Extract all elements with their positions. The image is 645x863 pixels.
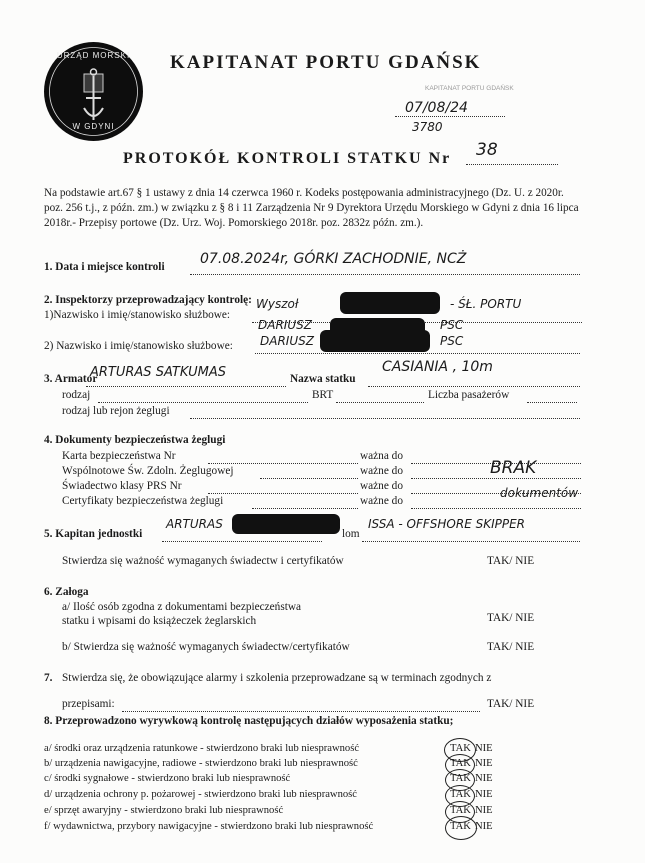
eu-certificate-label: Wspólnotowe Św. Zdoln. Żeglugowej bbox=[62, 465, 234, 477]
inspector-2-name-hw: DARIUSZ bbox=[260, 334, 314, 348]
vessel-name-hw: CASIANIA , 10m bbox=[382, 359, 493, 375]
equipment-yes: TAK bbox=[450, 789, 471, 800]
office-title: KAPITANAT PORTU GDAŃSK bbox=[170, 52, 482, 73]
captain-certs-yes-no: TAK/ NIE bbox=[487, 555, 535, 567]
equipment-item: b/ urządzenia nawigacyjne, radiowe - stwierdzono braki lub niesprawność bbox=[44, 758, 358, 769]
equipment-yes: TAK bbox=[450, 773, 471, 784]
protocol-title bbox=[123, 150, 451, 168]
stamp-number: 3780 bbox=[412, 120, 443, 134]
drills-check-line1: Stwierdza się, że obowiązujące alarmy i szkolenia przeprowadzane są w terminach zgodnych z bbox=[62, 672, 492, 684]
owner-label: 3. Armator bbox=[44, 373, 98, 385]
safety-certificates-label: Certyfikaty bezpieczeństwa żeglugi bbox=[62, 495, 224, 507]
valid-until-label: ważne do bbox=[360, 480, 403, 492]
equipment-item: c/ środki sygnałowe - stwierdzono braki lub niesprawność bbox=[44, 773, 291, 784]
captain-name-hw: ARTURAS bbox=[166, 517, 223, 531]
section-7-number: 7. bbox=[44, 672, 53, 684]
office-seal-logo bbox=[44, 42, 143, 141]
crew-count-line1: a/ Ilość osób zgodna z dokumentami bezpieczeństwa bbox=[62, 601, 302, 613]
equipment-item: d/ urządzenia ochrony p. pożarowej - stwierdzono braki lub niesprawność bbox=[44, 789, 357, 800]
captain-certs-check: Stwierdza się ważność wymaganych świadectw i certyfikatów bbox=[62, 555, 344, 567]
equipment-no: NIE bbox=[475, 773, 493, 784]
protocol-number: 38 bbox=[476, 140, 498, 160]
redaction-bar bbox=[232, 514, 340, 534]
inspector-1-name-hw: Wyszoł bbox=[256, 297, 299, 311]
inspector-1-position-hw: - ŚŁ. PORTU bbox=[450, 297, 522, 311]
legal-basis-paragraph: Na podstawie art.67 § 1 ustawy z dnia 14 czerwca 1960 r. Kodeks postępowania administracyjnego (Dz. U. z 2020r. poz. 256 t.j., z późn. zm.) w związku z § 8 i 11 Zarządzenia Nr 9 Dyrektora Urzędu Morskiego w Gdyni z dnia 16 lipca 2018r.- Przepisy portowe (Dz. Urz. Woj. Pomorskiego 2018r. poz. 2832z późn. zm.). bbox=[44, 187, 579, 229]
inspector-2-label: 2) Nazwisko i imię/stanowisko służbowe: bbox=[44, 340, 233, 352]
equipment-no: NIE bbox=[475, 743, 493, 754]
passengers-label: Liczba pasażerów bbox=[428, 389, 510, 401]
equipment-yes: TAK bbox=[450, 805, 471, 816]
stamp-date: 07/08/24 bbox=[405, 100, 468, 116]
captain-label: 5. Kapitan jednostki bbox=[44, 528, 143, 540]
redaction-bar bbox=[340, 292, 440, 314]
section-8-label: 8. Przeprowadzono wyrywkową kontrolę następujących działów wyposażenia statku; bbox=[44, 715, 454, 727]
crew-certs-check: b/ Stwierdza się ważność wymaganych świadectw/certyfikatów bbox=[62, 641, 350, 653]
crew-certs-yes-no: TAK/ NIE bbox=[487, 641, 535, 653]
prs-class-label: Świadectwo klasy PRS Nr bbox=[62, 480, 182, 492]
section-4-label: 4. Dokumenty bezpieczeństwa żeglugi bbox=[44, 434, 226, 446]
equipment-no: NIE bbox=[475, 805, 493, 816]
seal-top-text: URZĄD MORSKI bbox=[56, 51, 131, 60]
crew-count-yes-no: TAK/ NIE bbox=[487, 612, 535, 624]
section-1-label: 1. Data i miejsce kontroli bbox=[44, 261, 165, 273]
equipment-yes: TAK bbox=[450, 743, 471, 754]
navigation-area-label: rodzaj lub rejon żeglugi bbox=[62, 405, 170, 417]
equipment-item: e/ sprzęt awaryjny - stwierdzono braki lub niesprawność bbox=[44, 805, 284, 816]
inspection-date-place: 07.08.2024r, GÓRKI ZACHODNIE, NCŻ bbox=[200, 251, 467, 267]
received-stamp-header: KAPITANAT PORTU GDAŃSK bbox=[425, 85, 514, 92]
drills-yes-no: TAK/ NIE bbox=[487, 698, 535, 710]
seal-bottom-text: W GDYNI bbox=[72, 122, 115, 131]
owner-name-hw: ARTURAS SATKUMAS bbox=[90, 365, 227, 380]
valid-until-label: ważna do bbox=[360, 450, 403, 462]
safety-card-label: Karta bezpieczeństwa Nr bbox=[62, 450, 176, 462]
equipment-yes: TAK bbox=[450, 758, 471, 769]
equipment-no: NIE bbox=[475, 758, 493, 769]
inspector-1b-position-hw: PSC bbox=[440, 318, 464, 332]
selected-answer-circle bbox=[445, 816, 477, 840]
equipment-yes: TAK bbox=[450, 821, 471, 832]
valid-until-label: ważne do bbox=[360, 495, 403, 507]
equipment-item: a/ środki oraz urządzenia ratunkowe - stwierdzono braki lub niesprawność bbox=[44, 743, 360, 754]
valid-until-label: ważne do bbox=[360, 465, 403, 477]
drills-check-line2: przepisami: bbox=[62, 698, 115, 710]
no-documents-hw: BRAK bbox=[490, 458, 537, 478]
equipment-item: f/ wydawnictwa, przybory nawigacyjne - stwierdzono braki lub niesprawność bbox=[44, 821, 374, 832]
equipment-no: NIE bbox=[475, 789, 493, 800]
vessel-name-label: Nazwa statku bbox=[290, 373, 356, 385]
license-label: lom bbox=[342, 528, 360, 540]
inspector-1b-name-hw: DARIUSZ bbox=[258, 318, 312, 332]
brt-label: BRT bbox=[312, 389, 334, 401]
redaction-bar bbox=[320, 330, 430, 352]
protocol-title-text: PROTOKÓŁ KONTROLI STATKU Nr bbox=[123, 150, 452, 167]
section-2-label: 2. Inspektorzy przeprowadzający kontrolę: bbox=[44, 294, 252, 306]
vessel-type-label: rodzaj bbox=[62, 389, 91, 401]
no-documents-hw-2: dokumentów bbox=[500, 486, 579, 500]
inspector-2-position-hw: PSC bbox=[440, 334, 464, 348]
crew-label: 6. Załoga bbox=[44, 586, 89, 598]
inspector-1-label: 1)Nazwisko i imię/stanowisko służbowe: bbox=[44, 309, 231, 321]
crew-count-line2: statku i wpisami do książeczek żeglarskich bbox=[62, 615, 257, 627]
captain-license-hw: ISSA - OFFSHORE SKIPPER bbox=[368, 517, 526, 531]
equipment-no: NIE bbox=[475, 821, 493, 832]
